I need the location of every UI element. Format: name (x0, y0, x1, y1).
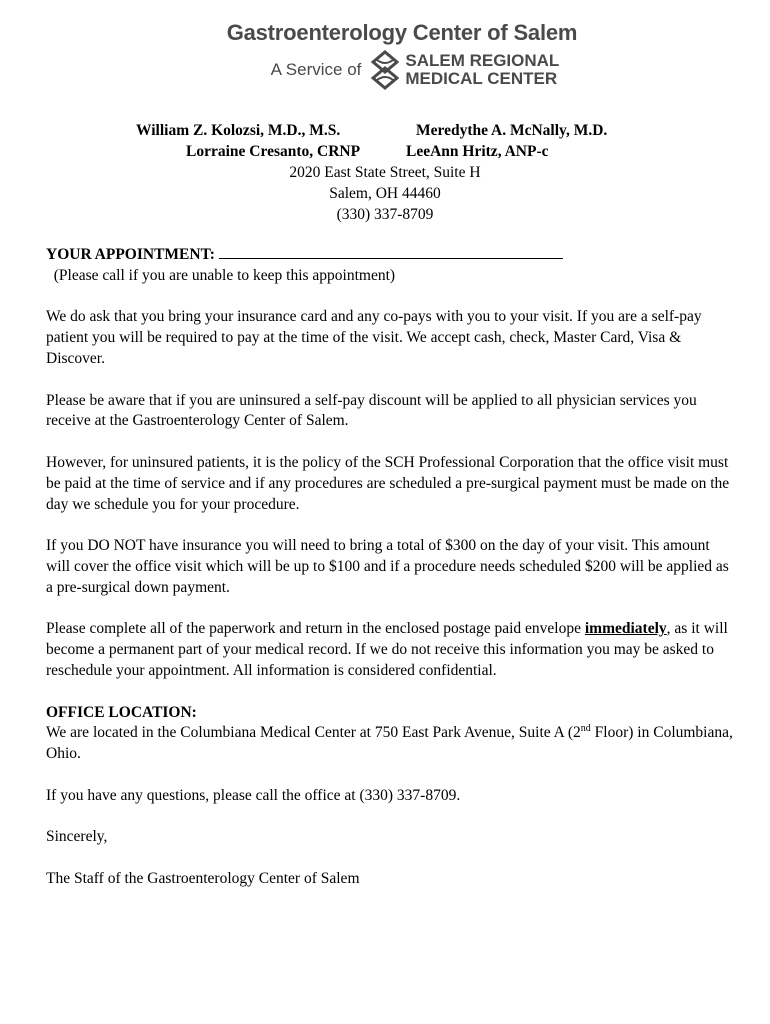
provider-cresanto: Lorraine Cresanto, CRNP (186, 143, 361, 160)
closing-signature: The Staff of the Gastroenterology Center of Salem (46, 869, 360, 887)
letterhead (0, 20, 770, 90)
paperwork-text-pre: Please complete all of the paperwork and return in the enclosed postage paid envelope (46, 620, 585, 638)
provider-row-2 (0, 143, 770, 164)
office-location-text-pre: We are located in the Columbiana Medical Center at 750 East Park Avenue, Suite A (2 (46, 724, 581, 742)
address-phone: (330) 337-8709 (336, 206, 434, 223)
service-of-label: A Service of (270, 60, 362, 79)
office-location-block (46, 703, 736, 765)
appointment-note: (Please call if you are unable to keep this appointment) (53, 266, 396, 284)
provider-hritz: LeeAnn Hritz, ANP-c (406, 143, 549, 160)
center-name: Gastroenterology Center of Salem (226, 20, 578, 45)
service-row (60, 50, 770, 90)
appointment-block (46, 244, 736, 287)
salem-regional-s-logo-icon (371, 50, 399, 90)
appointment-blank-line[interactable] (219, 244, 563, 259)
closing-questions: If you have any questions, please call the office at (330) 337-8709. (46, 786, 461, 804)
paragraph-insurance: We do ask that you bring your insurance card and any co-pays with you to your visit. If you are a self-pay patient you will be required to pay at the time of the visit. We accept cash, check, Master Card, Visa & Discover. (46, 308, 702, 367)
provider-mcnally: Meredythe A. McNally, M.D. (416, 122, 608, 139)
appointment-label: YOUR APPOINTMENT: (46, 246, 215, 263)
hospital-name-line2: MEDICAL CENTER (405, 69, 558, 88)
paragraph-uninsured-policy: However, for uninsured patients, it is the policy of the SCH Professional Corporation that the office visit must be paid at the time of service and if any procedures are scheduled a pre-surgical payment must be made on the day we schedule you for your procedure. (46, 453, 730, 513)
office-location-heading: OFFICE LOCATION: (46, 703, 197, 721)
address-city: Salem, OH 44460 (329, 185, 441, 202)
office-location-text-post: Floor) in Columbiana, Ohio. (46, 724, 733, 763)
paperwork-text-post: , as it will become a permanent part of your medical record. If we do not receive this information you may be asked to reschedule your appointment. All information is considered confidential. (46, 620, 728, 679)
closing-sincerely: Sincerely, (46, 828, 108, 846)
office-location-sup: nd (580, 723, 591, 735)
paperwork-emphasis: immediately (584, 620, 667, 638)
paragraph-no-insurance-total: If you DO NOT have insurance you will need to bring a total of $300 on the day of your visit. This amount will cover the office visit which will be up to $100 and if a procedure needs scheduled $200 will be applied as a pre-surgical down payment. (46, 537, 729, 596)
provider-kolozsi: William Z. Kolozsi, M.D., M.S. (136, 122, 341, 139)
hospital-name (405, 52, 559, 88)
office-address (0, 162, 770, 225)
letter-body (46, 244, 736, 911)
paragraph-paperwork (46, 619, 736, 681)
paragraph-self-pay-discount: Please be aware that if you are uninsured a self-pay discount will be applied to all physician services you receive at the Gastroenterology Center of Salem. (46, 391, 697, 430)
address-street: 2020 East State Street, Suite H (289, 164, 481, 181)
provider-row-1 (0, 122, 770, 143)
provider-list (0, 122, 770, 164)
hospital-name-line1: SALEM REGIONAL (405, 51, 560, 70)
